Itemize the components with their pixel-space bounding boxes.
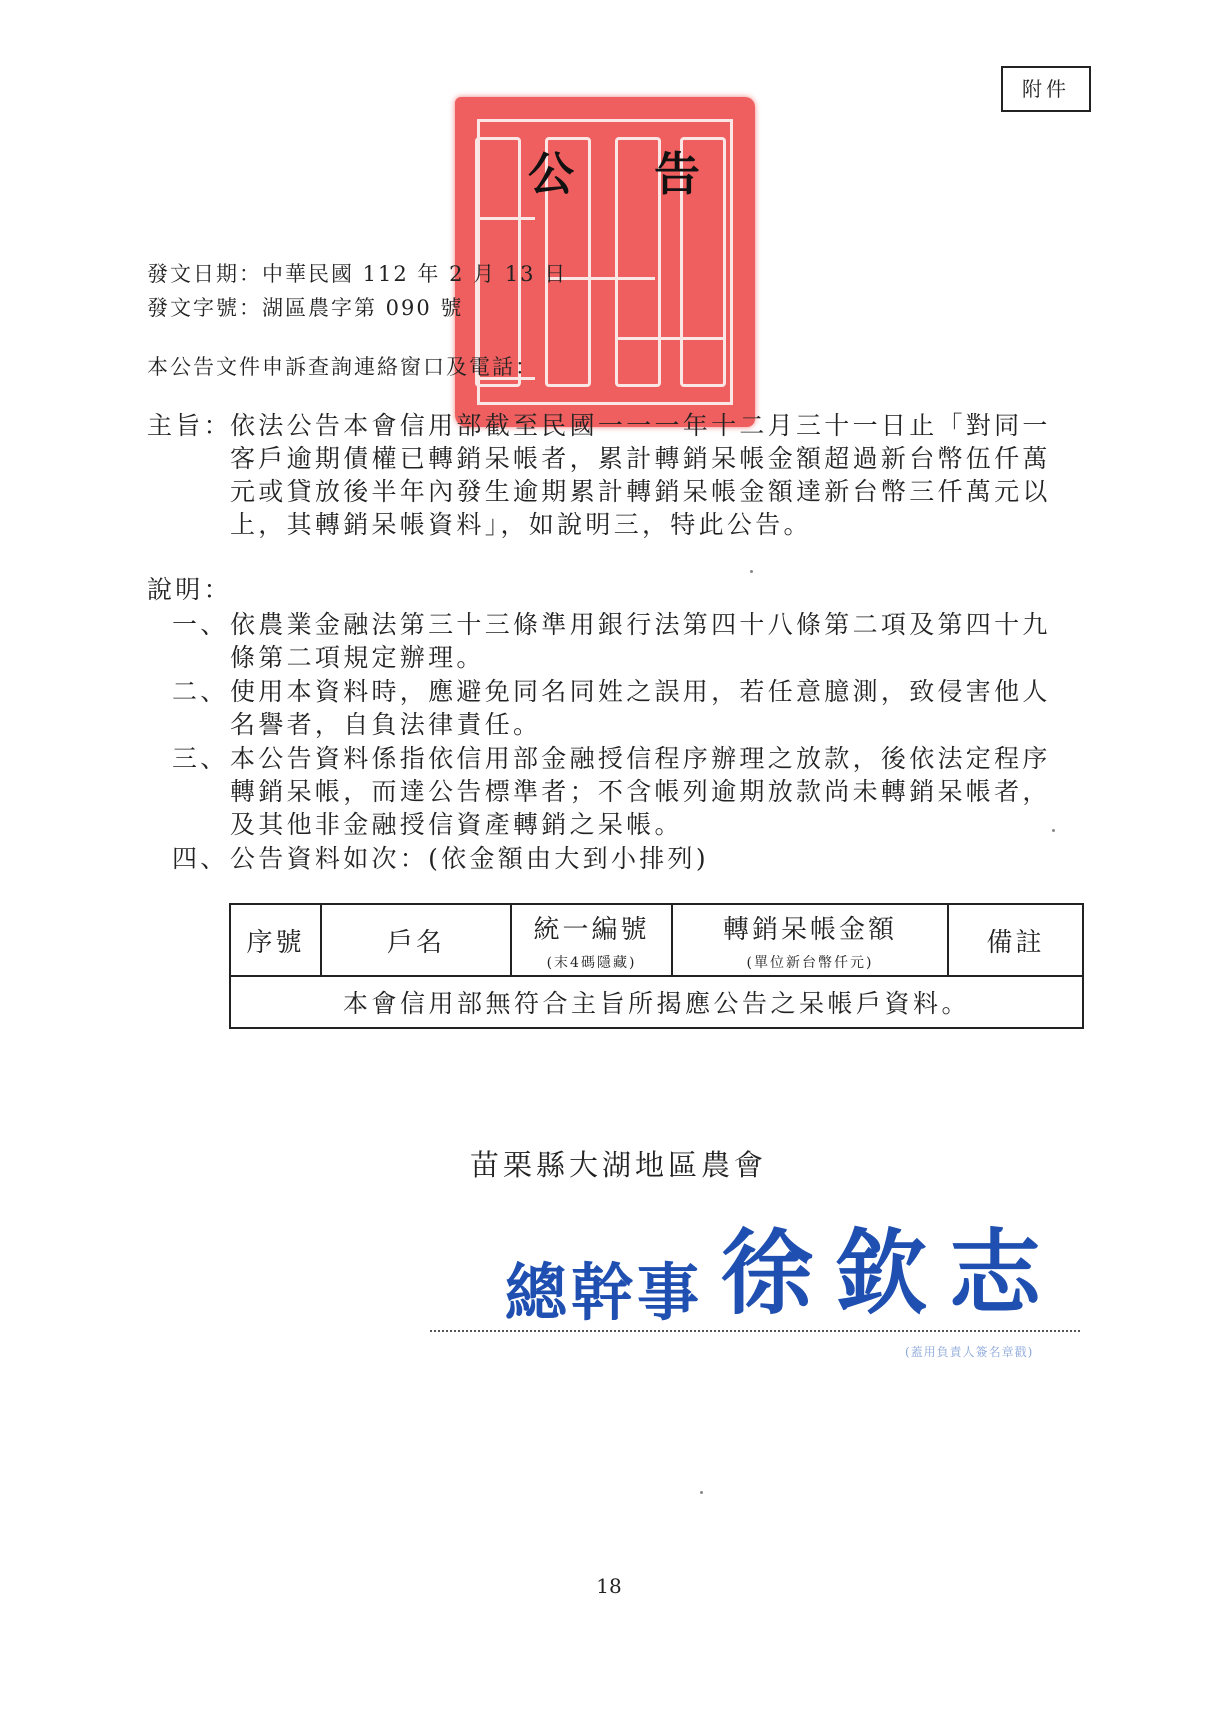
signature-name: 徐欽志 xyxy=(721,1220,1064,1327)
list-item-line: 使用本資料時，應避免同名同姓之誤用，若任意臆測，致侵害他人 xyxy=(230,677,1051,706)
header-id-number: 統一編號 (末4碼隱藏) xyxy=(511,904,672,976)
signature-stamp xyxy=(505,1200,1063,1332)
header-id-note: (末4碼隱藏) xyxy=(546,954,637,971)
table-header-row xyxy=(230,904,1083,976)
announcement-table xyxy=(229,903,1084,1029)
list-item-line: 名譽者，自負法律責任。 xyxy=(230,710,542,739)
list-item-line: 依農業金融法第三十三條準用銀行法第四十八條第二項及第四十九 xyxy=(230,610,1051,639)
subject-line: 客戶逾期債權已轉銷呆帳者，累計轉銷呆帳金額超過新台幣伍仟萬 xyxy=(230,444,1051,473)
header-serial: 序號 xyxy=(230,904,321,976)
scan-speck xyxy=(700,1491,703,1494)
scan-speck xyxy=(1052,829,1055,832)
subject-line: 依法公告本會信用部截至民國一一一年十二月三十一日止「對同一 xyxy=(230,411,1051,440)
explanation-label: 說明： xyxy=(147,575,232,604)
issue-number: 發文字號：湖區農字第 090 號 xyxy=(147,296,464,320)
table-row xyxy=(230,976,1083,1028)
seal-stroke xyxy=(615,337,725,340)
list-item-line: 公告資料如次：(依金額由大到小排列) xyxy=(230,844,709,873)
subject-line: 上，其轉銷呆帳資料」，如說明三，特此公告。 xyxy=(230,510,812,539)
list-item-line: 條第二項規定辦理。 xyxy=(230,643,485,672)
list-number: 二、 xyxy=(172,677,229,706)
organization-name: 苗栗縣大湖地區農會 xyxy=(470,1148,768,1182)
header-account-name: 戶名 xyxy=(321,904,511,976)
header-amount-unit: (單位新台幣仟元) xyxy=(746,954,874,971)
document-title: 公告 xyxy=(528,147,780,201)
subject-label: 主旨： xyxy=(147,411,232,440)
list-number: 四、 xyxy=(172,844,229,873)
header-remarks: 備註 xyxy=(948,904,1083,976)
list-number: 一、 xyxy=(172,610,229,639)
list-number: 三、 xyxy=(172,744,229,773)
signature-note: (蓋用負責人簽名章戳) xyxy=(905,1345,1034,1359)
page-number: 18 xyxy=(596,1574,622,1598)
list-item-line: 及其他非金融授信資產轉銷之呆帳。 xyxy=(230,810,683,839)
list-item-line: 轉銷呆帳，而達公告標準者；不含帳列逾期放款尚未轉銷呆帳者， xyxy=(230,777,1051,806)
header-amount: 轉銷呆帳金額 (單位新台幣仟元) xyxy=(672,904,948,976)
seal-stroke xyxy=(475,217,535,220)
signature-dotted-line xyxy=(430,1330,1080,1332)
subject-line: 元或貸放後半年內發生逾期累計轉銷呆帳金額達新台幣三仟萬元以 xyxy=(230,477,1051,506)
issue-date: 發文日期：中華民國 112 年 2 月 13 日 xyxy=(147,262,568,286)
signature-title: 總幹事 xyxy=(505,1256,704,1329)
list-item-line: 本公告資料係指依信用部金融授信程序辦理之放款，後依法定程序 xyxy=(230,744,1051,773)
attachment-label: 附件 xyxy=(1001,66,1091,112)
scan-speck xyxy=(750,570,753,573)
contact-info: 本公告文件申訴查詢連絡窗口及電話： xyxy=(147,355,538,379)
no-data-note: 本會信用部無符合主旨所揭應公告之呆帳戶資料。 xyxy=(230,976,1083,1028)
